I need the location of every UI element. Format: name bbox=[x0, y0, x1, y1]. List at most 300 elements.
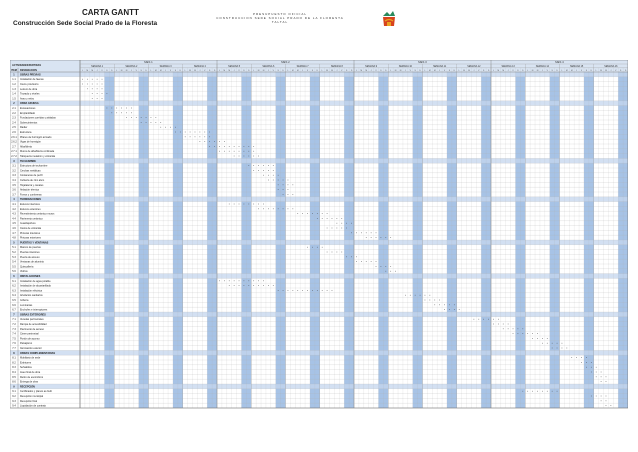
day-label: D bbox=[145, 69, 147, 72]
schedule-mark bbox=[97, 93, 98, 94]
schedule-mark bbox=[606, 400, 607, 401]
day-label: J bbox=[165, 69, 167, 72]
day-label: D bbox=[556, 69, 558, 72]
schedule-mark bbox=[449, 309, 450, 310]
schedule-mark bbox=[248, 156, 249, 157]
row-description: Vidrios bbox=[20, 270, 28, 274]
row-item-number: 9.2 bbox=[12, 395, 16, 398]
schedule-mark bbox=[288, 184, 289, 185]
row-item-number: 3.5 bbox=[12, 183, 16, 187]
day-label: L bbox=[595, 69, 597, 72]
schedule-mark bbox=[175, 127, 176, 128]
row-item-number: 9 bbox=[13, 385, 15, 389]
week-label: SEMANA 8 bbox=[330, 65, 343, 68]
row-item-number: 2.6.1 bbox=[11, 135, 17, 139]
schedule-mark bbox=[503, 328, 504, 329]
row-description: Letrero de obra bbox=[20, 87, 38, 91]
day-label: L bbox=[218, 69, 220, 72]
schedule-mark bbox=[195, 132, 196, 133]
row-item-number: 7.6 bbox=[12, 342, 16, 346]
day-label: M bbox=[189, 69, 191, 72]
column-header-item: ITEM bbox=[11, 68, 17, 72]
day-label: M bbox=[159, 69, 162, 72]
schedule-mark bbox=[273, 208, 274, 209]
schedule-mark bbox=[596, 372, 597, 373]
schedule-mark bbox=[322, 290, 323, 291]
schedule-mark bbox=[601, 376, 602, 377]
day-label: M bbox=[502, 69, 505, 72]
schedule-mark bbox=[547, 391, 548, 392]
section-row-bg bbox=[10, 350, 628, 355]
row-item-number: 9.1 bbox=[12, 390, 16, 394]
day-label: J bbox=[576, 69, 578, 72]
row-item-number: 3.3 bbox=[12, 174, 16, 178]
day-label: J bbox=[439, 69, 441, 72]
schedule-mark bbox=[248, 285, 249, 286]
schedule-mark bbox=[121, 108, 122, 109]
month-label: MES 1 bbox=[144, 60, 153, 65]
day-label: J bbox=[233, 69, 235, 72]
day-label: S bbox=[551, 69, 553, 72]
schedule-mark bbox=[204, 136, 205, 137]
day-label: S bbox=[277, 69, 279, 72]
day-label: M bbox=[155, 69, 157, 72]
schedule-mark bbox=[131, 117, 132, 118]
row-description: Revestimiento cerámico muros bbox=[20, 212, 55, 216]
row-item-number: 4.1 bbox=[12, 203, 16, 206]
day-label: L bbox=[321, 69, 323, 72]
schedule-mark bbox=[239, 151, 240, 152]
column-header-activities: ACTIVIDADES/PARTIDAS bbox=[12, 64, 41, 67]
week-label: SEMANA 9 bbox=[365, 65, 378, 68]
schedule-mark bbox=[116, 108, 117, 109]
day-label: M bbox=[600, 69, 602, 72]
row-description: Enchufes e interruptores bbox=[20, 308, 48, 312]
schedule-mark bbox=[312, 290, 313, 291]
day-label: L bbox=[184, 69, 186, 72]
schedule-mark bbox=[581, 362, 582, 363]
schedule-mark bbox=[107, 108, 108, 109]
day-label: L bbox=[355, 69, 357, 72]
section-row-bg bbox=[10, 274, 628, 279]
schedule-mark bbox=[224, 280, 225, 281]
day-label: M bbox=[296, 69, 299, 72]
row-item-number: 5.4 bbox=[12, 260, 16, 264]
row-item-number: 3.2 bbox=[12, 169, 16, 173]
schedule-mark bbox=[146, 117, 147, 118]
row-item-number: 8.2 bbox=[12, 361, 16, 365]
schedule-mark bbox=[273, 180, 274, 181]
schedule-mark bbox=[385, 271, 386, 272]
schedule-mark bbox=[557, 343, 558, 344]
schedule-mark bbox=[244, 285, 245, 286]
schedule-mark bbox=[239, 156, 240, 157]
day-label: S bbox=[380, 69, 382, 72]
schedule-mark bbox=[97, 98, 98, 99]
day-label: J bbox=[336, 69, 338, 72]
day-label: M bbox=[91, 69, 94, 72]
row-item-number: 8.5 bbox=[12, 375, 16, 379]
schedule-mark bbox=[160, 122, 161, 123]
day-label: V bbox=[512, 69, 514, 72]
row-item-number: 4.4 bbox=[12, 217, 16, 221]
schedule-mark bbox=[474, 319, 475, 320]
row-description: Emplantillado bbox=[20, 111, 36, 115]
day-label: M bbox=[86, 69, 89, 72]
day-label: D bbox=[111, 69, 113, 72]
schedule-mark bbox=[92, 88, 93, 89]
schedule-mark bbox=[141, 117, 142, 118]
day-label: V bbox=[478, 69, 480, 72]
day-label: S bbox=[414, 69, 416, 72]
week-label: SEMANA 14 bbox=[535, 65, 550, 68]
schedule-mark bbox=[596, 396, 597, 397]
day-label: M bbox=[433, 69, 436, 72]
schedule-mark bbox=[151, 122, 152, 123]
day-label: S bbox=[311, 69, 314, 72]
day-label: M bbox=[399, 69, 402, 72]
schedule-mark bbox=[356, 256, 357, 257]
schedule-mark bbox=[366, 232, 367, 233]
row-description: Estructura bbox=[20, 131, 32, 134]
column-header-description: DESIGNACION bbox=[20, 68, 37, 72]
day-label: D bbox=[419, 69, 421, 72]
schedule-mark bbox=[219, 280, 220, 281]
schedule-mark bbox=[102, 88, 103, 89]
week-label: SEMANA 11 bbox=[433, 65, 447, 68]
week-label: SEMANA 3 bbox=[159, 65, 172, 68]
schedule-mark bbox=[263, 280, 264, 281]
schedule-mark bbox=[273, 285, 274, 286]
schedule-mark bbox=[268, 180, 269, 181]
schedule-mark bbox=[258, 165, 259, 166]
schedule-mark bbox=[200, 141, 201, 142]
row-description: Grifería bbox=[20, 299, 29, 302]
schedule-mark bbox=[239, 280, 240, 281]
schedule-mark bbox=[586, 362, 587, 363]
row-description: PUERTAS Y VENTANAS bbox=[20, 241, 49, 245]
schedule-mark bbox=[537, 391, 538, 392]
schedule-mark bbox=[498, 324, 499, 325]
day-label: D bbox=[487, 69, 490, 72]
schedule-mark bbox=[493, 319, 494, 320]
schedule-mark bbox=[248, 165, 249, 166]
schedule-mark bbox=[229, 280, 230, 281]
day-label: V bbox=[615, 69, 617, 72]
row-item-number: 6.4 bbox=[12, 294, 16, 298]
schedule-mark bbox=[234, 204, 235, 205]
schedule-mark bbox=[244, 151, 245, 152]
row-item-number: 2.7.1 bbox=[11, 150, 17, 154]
schedule-mark bbox=[278, 208, 279, 209]
day-label: S bbox=[209, 69, 211, 72]
budget-header-line-3: TALTAL bbox=[271, 20, 289, 24]
row-item-number: 7.4 bbox=[12, 332, 16, 336]
row-description: Iluminación exterior bbox=[20, 347, 42, 350]
schedule-mark bbox=[234, 280, 235, 281]
day-label: J bbox=[541, 69, 543, 72]
schedule-mark bbox=[190, 136, 191, 137]
row-description: Instalación de alcantarillado bbox=[20, 284, 51, 288]
schedule-mark bbox=[107, 93, 108, 94]
schedule-mark bbox=[126, 112, 127, 113]
schedule-mark bbox=[351, 232, 352, 233]
row-item-number: 3.4 bbox=[12, 179, 16, 182]
schedule-mark bbox=[425, 295, 426, 296]
schedule-mark bbox=[513, 333, 514, 334]
schedule-mark bbox=[371, 232, 372, 233]
row-description: Cubierta de zinc alum bbox=[20, 179, 45, 182]
day-label: L bbox=[116, 69, 118, 72]
schedule-mark bbox=[155, 122, 156, 123]
day-label: M bbox=[257, 69, 260, 72]
schedule-mark bbox=[322, 247, 323, 248]
schedule-mark bbox=[351, 256, 352, 257]
day-label: L bbox=[527, 69, 529, 72]
row-description: Vigas de hormigón bbox=[20, 140, 41, 144]
day-label: D bbox=[624, 69, 627, 72]
schedule-mark bbox=[542, 343, 543, 344]
schedule-mark bbox=[219, 141, 220, 142]
row-item-number: 6.1 bbox=[12, 279, 16, 283]
schedule-mark bbox=[268, 208, 269, 209]
schedule-mark bbox=[239, 285, 240, 286]
row-description: Puertas interiores bbox=[20, 251, 40, 254]
schedule-mark bbox=[82, 79, 83, 80]
schedule-mark bbox=[557, 348, 558, 349]
row-description: Instalación de agua potable bbox=[20, 279, 51, 283]
schedule-mark bbox=[518, 333, 519, 334]
schedule-mark bbox=[552, 391, 553, 392]
schedule-mark bbox=[258, 285, 259, 286]
schedule-mark bbox=[459, 309, 460, 310]
row-item-number: 2.2 bbox=[12, 111, 16, 115]
row-description: Hojalatería y canales bbox=[20, 183, 44, 187]
schedule-mark bbox=[532, 391, 533, 392]
row-description: Estucos exteriores bbox=[20, 207, 41, 211]
schedule-mark bbox=[327, 290, 328, 291]
row-description: Portón de acceso bbox=[20, 337, 40, 341]
row-description: Aseo y retiro bbox=[20, 97, 35, 101]
schedule-mark bbox=[102, 79, 103, 80]
municipal-logo-icon bbox=[382, 10, 396, 28]
row-description: TERMINACIONES bbox=[20, 198, 41, 202]
schedule-mark bbox=[341, 252, 342, 253]
schedule-mark bbox=[317, 247, 318, 248]
schedule-mark bbox=[552, 343, 553, 344]
page-subtitle: Construcción Sede Social Prado de la Floresta bbox=[13, 20, 158, 27]
schedule-mark bbox=[97, 84, 98, 85]
schedule-mark bbox=[204, 132, 205, 133]
schedule-mark bbox=[337, 228, 338, 229]
schedule-mark bbox=[263, 285, 264, 286]
schedule-mark bbox=[381, 237, 382, 238]
schedule-mark bbox=[317, 218, 318, 219]
row-item-number: 1.1 bbox=[12, 78, 16, 82]
day-label: L bbox=[561, 69, 563, 72]
schedule-mark bbox=[371, 261, 372, 262]
schedule-mark bbox=[508, 324, 509, 325]
schedule-mark bbox=[273, 175, 274, 176]
schedule-mark bbox=[292, 290, 293, 291]
schedule-mark bbox=[606, 381, 607, 382]
row-description: Estructura de techumbre bbox=[20, 164, 48, 168]
schedule-mark bbox=[209, 136, 210, 137]
schedule-mark bbox=[562, 348, 563, 349]
schedule-mark bbox=[248, 280, 249, 281]
schedule-mark bbox=[283, 180, 284, 181]
row-item-number: 7.1 bbox=[12, 318, 16, 322]
day-label: V bbox=[375, 69, 377, 72]
schedule-mark bbox=[253, 165, 254, 166]
week-label: SEMANA 13 bbox=[501, 65, 515, 68]
day-label: D bbox=[350, 69, 353, 72]
schedule-mark bbox=[522, 328, 523, 329]
schedule-mark bbox=[229, 151, 230, 152]
schedule-mark bbox=[180, 132, 181, 133]
schedule-mark bbox=[283, 208, 284, 209]
row-item-number: 6.5 bbox=[12, 299, 16, 302]
row-item-number: 9.4 bbox=[12, 404, 16, 408]
row-description: Entrega de obra bbox=[20, 380, 38, 384]
row-item-number: 5.5 bbox=[12, 265, 16, 269]
schedule-mark bbox=[288, 189, 289, 190]
schedule-mark bbox=[263, 170, 264, 171]
day-label: V bbox=[204, 69, 206, 72]
row-description: OBRAS EXTERIORES bbox=[20, 313, 46, 317]
schedule-mark bbox=[102, 93, 103, 94]
schedule-mark bbox=[268, 170, 269, 171]
day-label: J bbox=[96, 69, 98, 72]
schedule-mark bbox=[322, 218, 323, 219]
row-item-number: 2.6.2 bbox=[11, 140, 17, 144]
row-description: Artefactos sanitarios bbox=[20, 294, 43, 298]
row-description: Veredas perimetrales bbox=[20, 318, 44, 322]
schedule-mark bbox=[82, 84, 83, 85]
schedule-mark bbox=[376, 261, 377, 262]
schedule-mark bbox=[346, 256, 347, 257]
schedule-mark bbox=[307, 290, 308, 291]
day-label: M bbox=[497, 69, 500, 72]
row-description: Estucos interiores bbox=[20, 203, 40, 206]
schedule-mark bbox=[214, 146, 215, 147]
schedule-mark bbox=[111, 108, 112, 109]
schedule-mark bbox=[102, 84, 103, 85]
row-item-number: 4.5 bbox=[12, 222, 16, 226]
day-label: V bbox=[135, 69, 137, 72]
day-label: M bbox=[605, 69, 607, 72]
day-label: J bbox=[473, 69, 475, 72]
schedule-mark bbox=[258, 280, 259, 281]
schedule-mark bbox=[307, 247, 308, 248]
schedule-mark bbox=[376, 237, 377, 238]
row-item-number: 7.2 bbox=[12, 323, 16, 326]
schedule-mark bbox=[214, 141, 215, 142]
schedule-mark bbox=[87, 84, 88, 85]
schedule-mark bbox=[390, 266, 391, 267]
schedule-mark bbox=[248, 204, 249, 205]
schedule-mark bbox=[155, 117, 156, 118]
schedule-mark bbox=[522, 391, 523, 392]
row-description: Retiro de escombros bbox=[20, 375, 44, 379]
schedule-mark bbox=[92, 93, 93, 94]
row-description: Aislación térmica bbox=[20, 188, 39, 192]
schedule-mark bbox=[542, 391, 543, 392]
day-label: J bbox=[199, 69, 201, 72]
day-label: V bbox=[409, 69, 411, 72]
schedule-mark bbox=[410, 295, 411, 296]
row-description: OBRA GRUESA bbox=[20, 102, 39, 106]
schedule-mark bbox=[508, 328, 509, 329]
schedule-mark bbox=[224, 141, 225, 142]
schedule-mark bbox=[444, 304, 445, 305]
schedule-mark bbox=[263, 175, 264, 176]
day-label: J bbox=[130, 69, 132, 72]
day-label: V bbox=[306, 69, 309, 72]
day-label: V bbox=[238, 69, 240, 72]
row-item-number: 5.3 bbox=[12, 255, 16, 259]
row-description: INSTALACIONES bbox=[20, 275, 41, 278]
schedule-mark bbox=[606, 396, 607, 397]
schedule-mark bbox=[292, 208, 293, 209]
schedule-mark bbox=[288, 194, 289, 195]
schedule-mark bbox=[586, 357, 587, 358]
row-item-number: 2.5 bbox=[12, 126, 16, 130]
row-description: Señalética bbox=[20, 366, 32, 370]
row-item-number: 6 bbox=[13, 275, 15, 278]
schedule-mark bbox=[302, 213, 303, 214]
schedule-mark bbox=[248, 151, 249, 152]
row-description: Marcos de puertas bbox=[20, 246, 41, 250]
schedule-mark bbox=[493, 324, 494, 325]
schedule-mark bbox=[444, 309, 445, 310]
schedule-mark bbox=[97, 79, 98, 80]
day-label: J bbox=[370, 69, 372, 72]
schedule-mark bbox=[503, 324, 504, 325]
day-label: M bbox=[429, 69, 431, 72]
schedule-mark bbox=[185, 136, 186, 137]
row-description: OBRAS PREVIAS bbox=[20, 73, 41, 77]
row-item-number: 3.6 bbox=[12, 188, 16, 192]
row-item-number: 1.3 bbox=[12, 87, 16, 91]
schedule-mark bbox=[87, 79, 88, 80]
schedule-mark bbox=[332, 228, 333, 229]
schedule-mark bbox=[601, 396, 602, 397]
schedule-mark bbox=[611, 405, 612, 406]
day-label: S bbox=[346, 69, 348, 72]
schedule-mark bbox=[322, 213, 323, 214]
schedule-mark bbox=[552, 348, 553, 349]
day-label: L bbox=[150, 69, 152, 72]
section-row-bg bbox=[10, 384, 628, 389]
schedule-mark bbox=[131, 108, 132, 109]
schedule-mark bbox=[547, 338, 548, 339]
schedule-mark bbox=[278, 290, 279, 291]
schedule-mark bbox=[439, 300, 440, 301]
row-item-number: 2.3 bbox=[12, 116, 16, 120]
month-label: MES 3 bbox=[418, 60, 427, 65]
schedule-mark bbox=[439, 304, 440, 305]
row-description: Instalación de faenas bbox=[20, 78, 44, 82]
schedule-mark bbox=[244, 280, 245, 281]
schedule-mark bbox=[415, 295, 416, 296]
row-item-number: 8 bbox=[13, 351, 15, 355]
day-label: L bbox=[287, 69, 289, 72]
row-item-number: 4.7 bbox=[12, 231, 16, 235]
row-description: TECHUMBRE bbox=[20, 159, 36, 163]
row-description: Extintores bbox=[20, 361, 32, 365]
row-description: Guardapolvos bbox=[20, 222, 36, 226]
